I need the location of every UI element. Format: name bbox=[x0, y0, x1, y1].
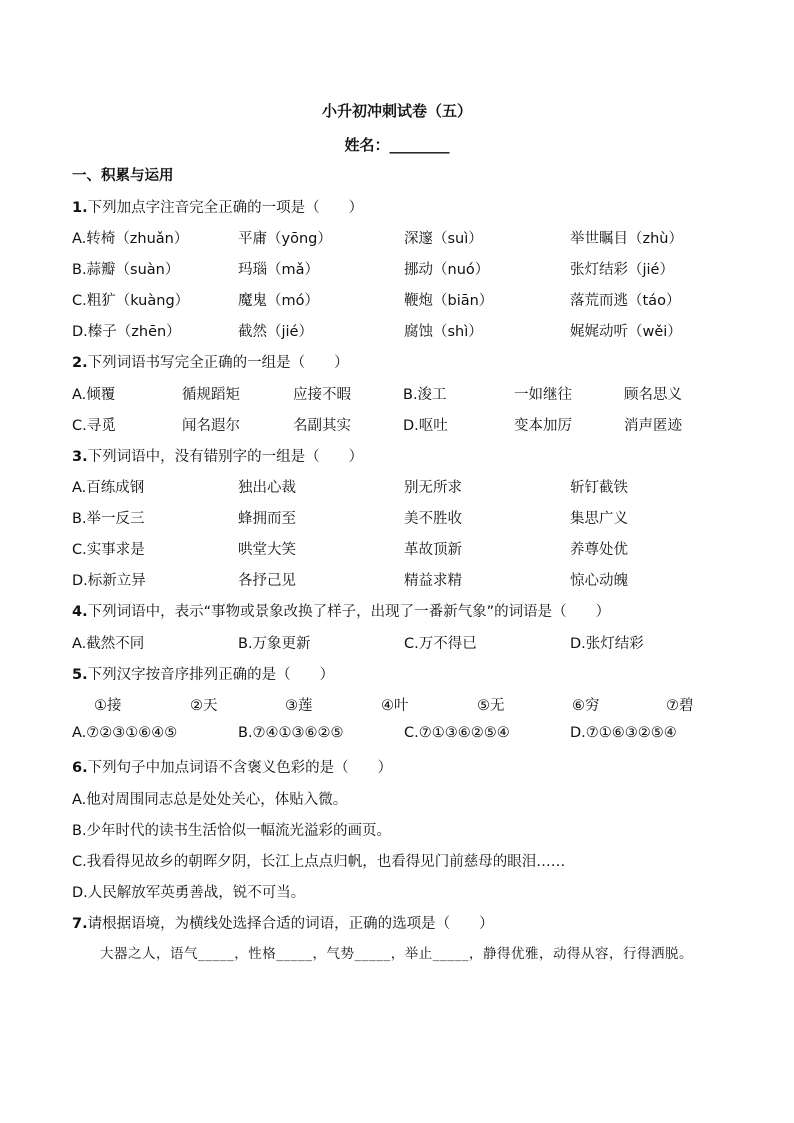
q3-option-row: B.举一反三 蜂拥而至 美不胜收 集思广义 bbox=[72, 511, 628, 527]
question-2-stem: 2.下列词语书写完全正确的一组是（ ） bbox=[72, 355, 349, 371]
q6-option: B.少年时代的读书生活恰似一幅流光溢彩的画页。 bbox=[72, 823, 392, 839]
q7-passage: 大器之人，语气_____，性格_____，气势_____，举止_____，静得优雅，动得从容，行得洒脱。 bbox=[100, 946, 693, 962]
question-3-stem: 3.下列词语中，没有错别字的一组是（ ） bbox=[72, 449, 364, 465]
question-5-stem: 5.下列汉字按音序排列正确的是（ ） bbox=[72, 667, 335, 683]
q6-option: C.我看得见故乡的朝晖夕阴，长江上点点归帆，也看得见门前慈母的眼泪…… bbox=[72, 854, 566, 870]
q1-option-row: D.榛子（zhēn） 截然（jié） 腐蚀（shì） 娓娓动听（wěi） bbox=[72, 324, 682, 340]
exam-title: 小升初冲刺试卷（五） bbox=[321, 102, 472, 120]
section-heading: 一、积累与运用 bbox=[72, 168, 174, 184]
q6-option: A.他对周围同志总是处处关心，体贴入微。 bbox=[72, 792, 348, 808]
q1-option-row: B.蒜瓣（suàn） 玛瑙（mǎ） 挪动（nuó） 张灯结彩（jié） bbox=[72, 262, 674, 278]
question-4-stem: 4.下列词语中，表示“事物或景象改换了样子，出现了一番新气象”的词语是（ ） bbox=[72, 604, 611, 620]
q1-option-row: A.转椅（zhuǎn） 平庸（yōng） 深邃（suì） 举世瞩目（zhù） bbox=[72, 231, 683, 247]
q5-option-row: A.⑦②③①⑥④⑤ B.⑦④①③⑥②⑤ C.⑦①③⑥②⑤④ D.⑦①⑥③②⑤④ bbox=[72, 725, 677, 741]
question-1-stem: 1.下列加点字注音完全正确的一项是（ ） bbox=[72, 200, 364, 216]
q4-option-row: A.截然不同 B.万象更新 C.万不得已 D.张灯结彩 bbox=[72, 636, 644, 652]
q3-option-row: A.百练成钢 独出心裁 别无所求 斩钉截铁 bbox=[72, 480, 628, 496]
question-7-stem: 7.请根据语境，为横线处选择合适的词语，正确的选项是（ ） bbox=[72, 916, 494, 932]
q6-option: D.人民解放军英勇善战，锐不可当。 bbox=[72, 885, 306, 901]
q2-option-row: A.倾覆 循规蹈矩 应接不暇 B.浚工 一如继往 顾名思义 bbox=[72, 387, 682, 403]
q2-option-row: C.寻觅 闻名遐尔 名副其实 D.呕吐 变本加厉 消声匿迹 bbox=[72, 418, 682, 434]
name-field-label: 姓名：________ bbox=[344, 136, 450, 154]
q5-char-row: ①接 ②天 ③莲 ④叶 ⑤无 ⑥穷 ⑦碧 bbox=[94, 698, 694, 714]
question-6-stem: 6.下列句子中加点词语不含褒义色彩的是（ ） bbox=[72, 760, 393, 776]
q3-option-row: D.标新立异 各抒己见 精益求精 惊心动魄 bbox=[72, 573, 628, 589]
q1-option-row: C.粗犷（kuàng） 魔鬼（mó） 鞭炮（biān） 落荒而逃（táo） bbox=[72, 293, 681, 309]
q3-option-row: C.实事求是 哄堂大笑 革故顶新 养尊处优 bbox=[72, 542, 628, 558]
